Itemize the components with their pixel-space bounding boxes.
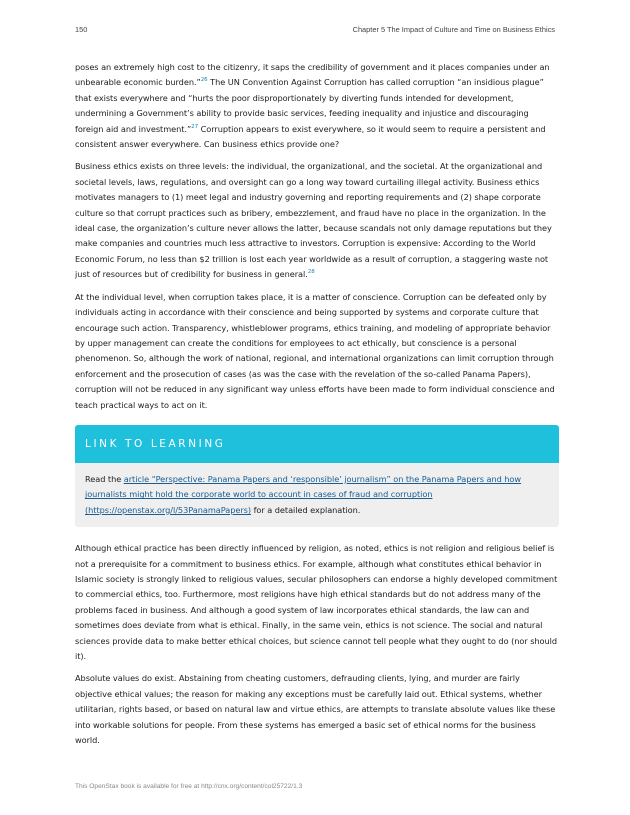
link-to-learning-box bbox=[75, 425, 559, 527]
link-to-learning-text bbox=[85, 472, 549, 518]
chapter-title: Chapter 5 The Impact of Culture and Time on Business Ethics bbox=[352, 25, 555, 34]
link-prefix: Read the bbox=[85, 473, 124, 484]
footnote-ref-28[interactable]: 28 bbox=[307, 269, 315, 276]
paragraph-2 bbox=[75, 159, 559, 282]
paragraph-1-text-c: Corruption appears to exist everywhere, so it would seem to require a persistent and consistent answer everywhere. Can business ethics provide one? bbox=[75, 123, 546, 150]
link-suffix: for a detailed explanation. bbox=[251, 504, 361, 515]
page-number: 150 bbox=[75, 25, 88, 34]
paragraph-2-text: Business ethics exists on three levels: the individual, the organizational, and the societal. At the organizational and societal levels, laws, regulations, and oversight can go a long way toward curtailing illegal activity. Business ethics motivates managers to (1) meet legal and industry governing and reporting requirements and (2) shape corporate culture so that corrupt practices such as bribery, embezzlement, and fraud have no place in the organization. In the ideal case, the organization’s culture never allows the latter, because scandals not only damage reputations but they make companies and countries much less attractive to investors. Corruption is expensive: According to the World Economic Forum, no less than $2 trillion is lost each year worldwide as a result of corruption, a staggering waste not just of resources but of credibility for business in general. bbox=[75, 161, 552, 280]
paragraph-1-text-b: The UN Convention Against Corruption has called corruption “an insidious plague” that exists everywhere and “hurts the poor disproportionately by diverting funds intended for development, undermining a Government’s ability to provide basic services, feeding inequality and injustice and discouraging foreign aid and investment.” bbox=[75, 77, 544, 134]
paragraph-3: At the individual level, when corruption takes place, it is a matter of conscience. Corruption can be defeated only by individuals acting in accordance with their conscience and being supported by systems and corporate culture that encourage such action. Transparency, whistleblower programs, ethics training, and modeling of appropriate behavior by upper management can create the conditions for employees to act ethically, but conscience is a personal phenomenon. So, although the work of national, regional, and international organizations can limit corruption through enforcement and the prosecution of cases (as was the case with the revelation of the so-called Panama Papers), corruption will not be reduced in any significant way unless efforts have been made to form individual conscience and teach practical ways to act on it. bbox=[75, 291, 555, 410]
paragraph-1 bbox=[75, 60, 559, 152]
page-footer: This OpenStax book is available for free at http://cnx.org/content/col25722/1.3 bbox=[75, 783, 303, 790]
link-to-learning-heading: LINK TO LEARNING bbox=[75, 425, 559, 463]
footnote-ref-26[interactable]: 26 bbox=[200, 77, 208, 84]
paragraph-5: Absolute values do exist. Abstaining from cheating customers, defrauding clients, lying, and murder are fairly objective ethical values; the reason for making any exceptions must be carefully laid out. Ethical systems, whether utilitarian, rights based, or based on natural law and virtue ethics, are attempts to translate absolute values like these into workable solutions for people. From these systems has emerged a basic set of ethical norms for the business world. bbox=[75, 673, 556, 746]
paragraph-4: Although ethical practice has been directly influenced by religion, as noted, ethics is not religion and religious belief is not a prerequisite for a commitment to business ethics. For example, although what constitutes ethical behavior in Islamic society is strongly linked to religious values, secular philosophers can endorse a highly developed commitment to commercial ethics, too. Furthermore, most religions have high ethical standards but do not address many of the problems faced in business. And although a good system of law incorporates ethical standards, the law can and sometimes does deviate from what is ethical. Finally, in the same vein, ethics is not science. The social and natural sciences provide data to make better ethical choices, but science cannot tell people what they ought to do (nor should it). bbox=[75, 543, 558, 661]
panama-papers-article-link[interactable]: article “Perspective: Panama Papers and ‘responsible’ journalism” on the Panama Papers and how journalists might hold the corporate world to account in cases of fraud and corruption (https://openstax.org/l/53PanamaPapers) bbox=[85, 473, 522, 515]
link-to-learning-body bbox=[75, 463, 559, 527]
page-header bbox=[75, 25, 555, 37]
footnote-ref-27[interactable]: 27 bbox=[191, 123, 199, 130]
main-content bbox=[75, 60, 559, 755]
paragraph-1-text-a: poses an extremely high cost to the citizenry, it saps the credibility of government and it places companies under an unbearable economic burden.” bbox=[75, 62, 550, 88]
